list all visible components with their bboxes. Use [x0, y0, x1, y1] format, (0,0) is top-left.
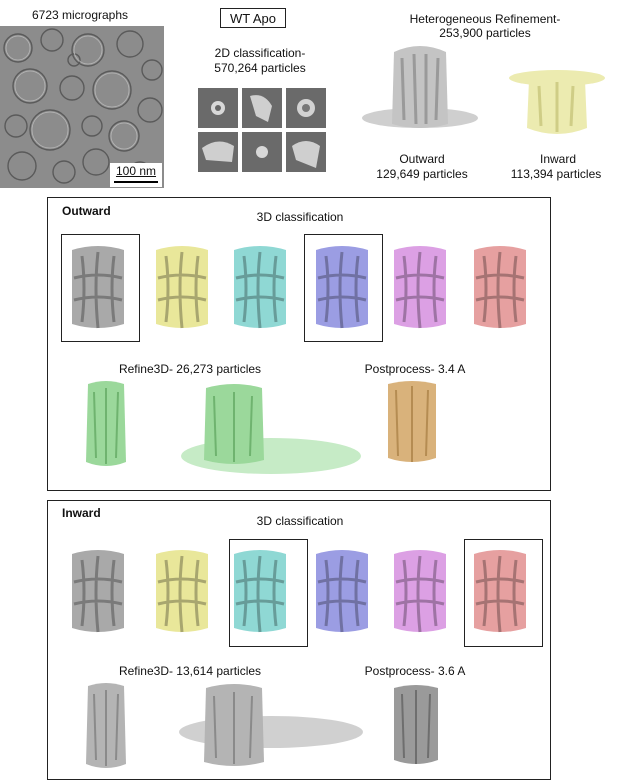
outward-panel-title: Outward — [62, 204, 111, 218]
hetero-outward-map — [360, 40, 480, 145]
inward-class-map — [468, 546, 532, 638]
outward-class-map — [468, 242, 532, 334]
inward-panel-title: Inward — [62, 506, 101, 520]
outward-class-map — [66, 242, 130, 334]
class2d-average — [242, 132, 282, 172]
class2d-average — [198, 88, 238, 128]
inward-refine-map — [66, 680, 366, 776]
inward-class3d-title: 3D classification — [256, 514, 344, 528]
hetero-inward-map — [505, 50, 610, 145]
inward-class-map — [150, 546, 214, 638]
class2d-grid — [198, 88, 326, 174]
class2d-average — [198, 132, 238, 172]
inward-class3d-row — [64, 546, 534, 641]
scale-bar-label: 100 nm — [115, 164, 157, 178]
outward-class-map — [150, 242, 214, 334]
sample-label: WT Apo — [220, 8, 286, 28]
class2d-title-line2: 570,264 particles — [214, 61, 306, 75]
outward-class-map — [310, 242, 374, 334]
outward-class3d-row — [64, 242, 534, 337]
inward-class-map — [388, 546, 452, 638]
class2d-average — [242, 88, 282, 128]
inward-postprocess-map — [388, 682, 444, 770]
class2d-title-line1: 2D classification- — [214, 46, 306, 60]
class2d-average — [286, 132, 326, 172]
outward-class-map — [228, 242, 292, 334]
hetero-outward-particles: 129,649 particles — [376, 167, 468, 181]
outward-postprocess-label: Postprocess- 3.4 A — [364, 362, 466, 376]
scale-bar-box — [110, 163, 162, 187]
inward-class-map — [310, 546, 374, 638]
inward-class-map — [66, 546, 130, 638]
outward-class3d-title: 3D classification — [256, 210, 344, 224]
outward-class-map — [388, 242, 452, 334]
hetero-inward-label: Inward — [539, 152, 577, 166]
outward-refine-label: Refine3D- 26,273 particles — [118, 362, 262, 376]
outward-postprocess-map — [382, 378, 442, 468]
inward-postprocess-label: Postprocess- 3.6 A — [364, 664, 466, 678]
inward-refine-label: Refine3D- 13,614 particles — [118, 664, 262, 678]
hetero-title-line2: 253,900 particles — [439, 26, 531, 40]
class2d-average — [286, 88, 326, 128]
outward-refine-map — [66, 378, 366, 478]
inward-class-map — [228, 546, 292, 638]
micrographs-label: 6723 micrographs — [31, 8, 129, 22]
hetero-inward-particles: 113,394 particles — [510, 167, 602, 181]
hetero-title-line1: Heterogeneous Refinement- — [409, 12, 561, 26]
hetero-outward-label: Outward — [399, 152, 445, 166]
scale-bar — [114, 181, 158, 183]
